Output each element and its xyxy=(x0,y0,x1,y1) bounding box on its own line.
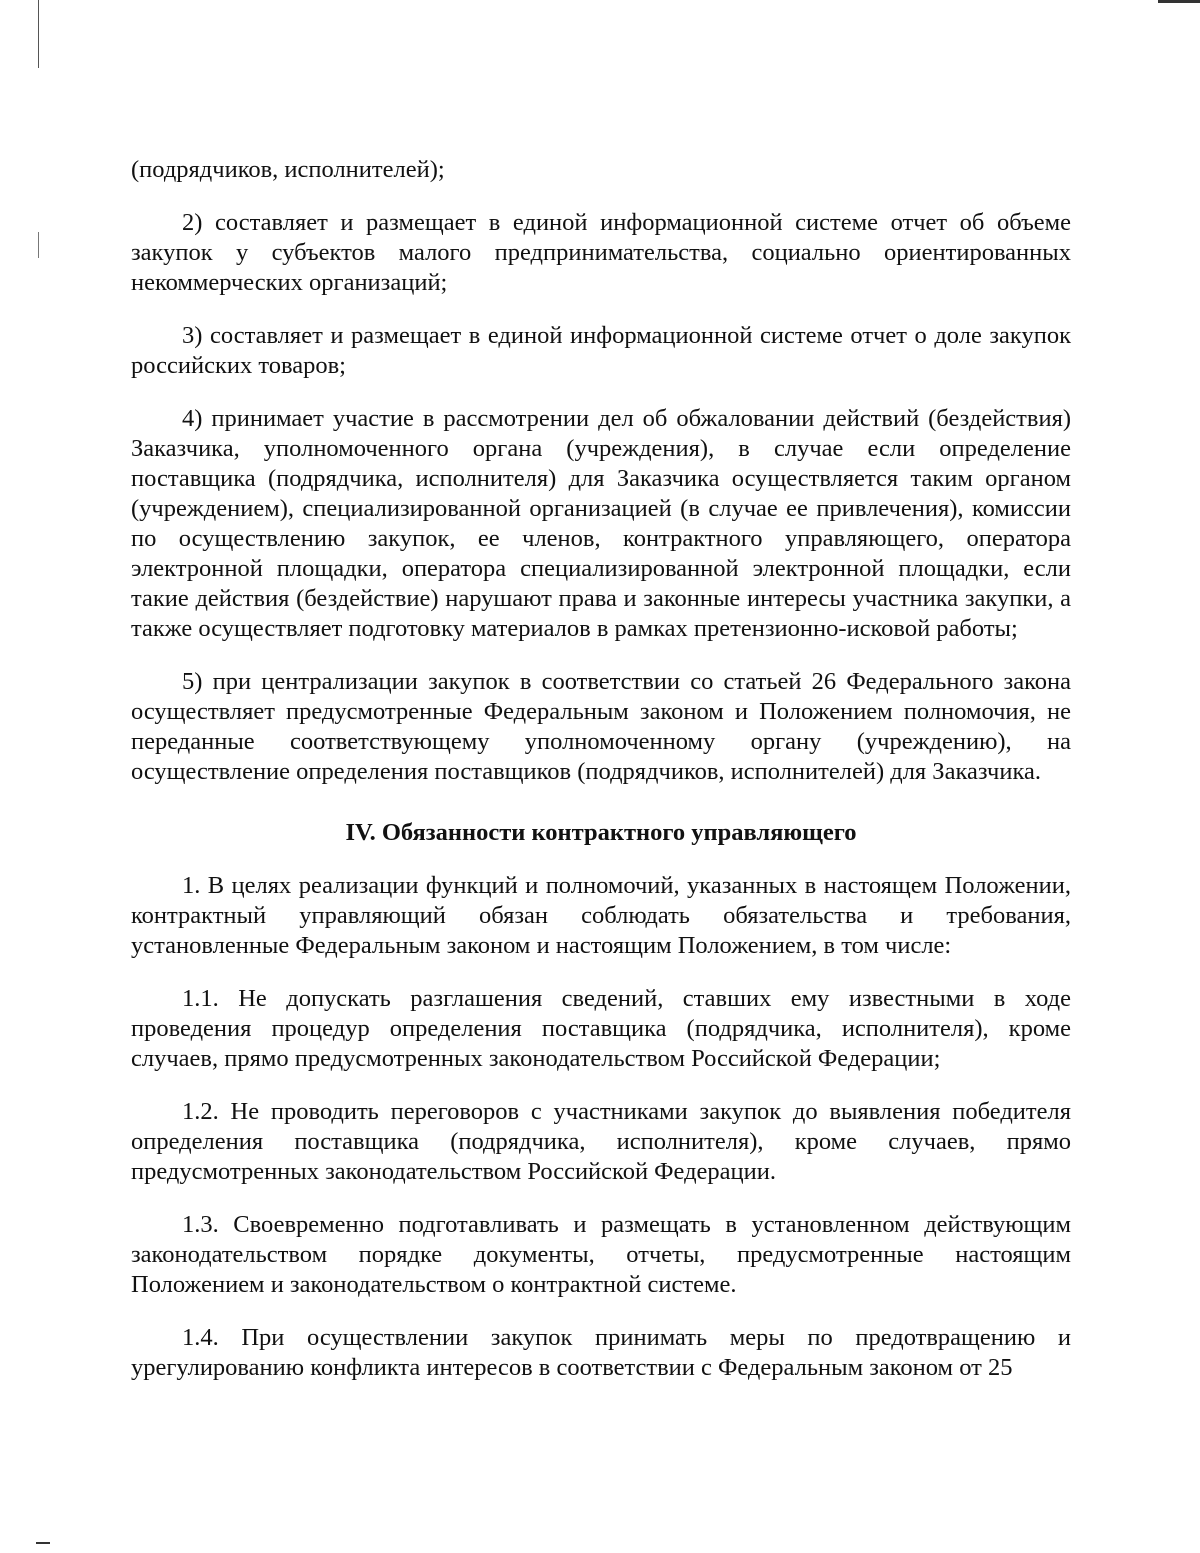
paragraph-item-3: 3) составляет и размещает в единой информационной системе отчет о доле закупок российских товаров; xyxy=(131,322,1071,379)
section-heading: IV. Обязанности контрактного управляющего xyxy=(345,819,857,846)
paragraph-clause-1: 1. В целях реализации функций и полномочий, указанных в настоящем Положении, контрактный управляющий обязан соблюдать обязательства и требования, установленные Федеральным законом и настоящим Положением, в том числе: xyxy=(131,872,1071,959)
paragraph-clause-1-4: 1.4. При осуществлении закупок принимать меры по предотвращению и урегулированию конфликта интересов в соответствии с Федеральным законом от 25 xyxy=(131,1324,1071,1381)
paragraph-clause-1-2: 1.2. Не проводить переговоров с участниками закупок до выявления победителя определения поставщика (подрядчика, исполнителя), кроме случаев, прямо предусмотренных законодательством Российской Федерации. xyxy=(131,1098,1071,1185)
paragraph-item-4: 4) принимает участие в рассмотрении дел об обжаловании действий (бездействия) Заказчика, уполномоченного органа (учреждения), в случае если определение поставщика (подрядчика, исполнителя) для Заказчика осуществляется таким органом (учреждением), специализированной организацией (в случае ее привлечения), комиссии по осуществлению закупок, ее членов, контрактного управляющего, оператора электронной площадки, оператора специализированной электронной площадки, если такие действия (бездействие) нарушают права и законные интересы участника закупки, а также осуществляет подготовку материалов в рамках претензионно-исковой работы; xyxy=(131,405,1071,642)
paragraph-continuation: (подрядчиков, исполнителей); xyxy=(131,156,445,183)
scan-corner-mark xyxy=(1158,0,1200,3)
scan-edge-mark xyxy=(38,0,39,68)
paragraph-item-5: 5) при централизации закупок в соответствии со статьей 26 Федерального закона осуществляет предусмотренные Федеральным законом и Положением полномочия, не переданные соответствующему уполномоченному органу (учреждению), на осуществление определения поставщиков (подрядчиков, исполнителей) для Заказчика. xyxy=(131,668,1071,785)
scan-edge-mark xyxy=(38,232,39,258)
paragraph-clause-1-3: 1.3. Своевременно подготавливать и размещать в установленном действующим законодательством порядке документы, отчеты, предусмотренные настоящим Положением и законодательством о контрактной системе. xyxy=(131,1211,1071,1298)
scan-bottom-mark xyxy=(36,1542,50,1544)
paragraph-item-2: 2) составляет и размещает в единой информационной системе отчет об объеме закупок у субъектов малого предпринимательства, социально ориентированных некоммерческих организаций; xyxy=(131,209,1071,296)
document-page xyxy=(131,155,1071,1383)
paragraph-clause-1-1: 1.1. Не допускать разглашения сведений, ставших ему известными в ходе проведения процедур определения поставщика (подрядчика, исполнителя), кроме случаев, прямо предусмотренных законодательством Российской Федерации; xyxy=(131,985,1071,1072)
